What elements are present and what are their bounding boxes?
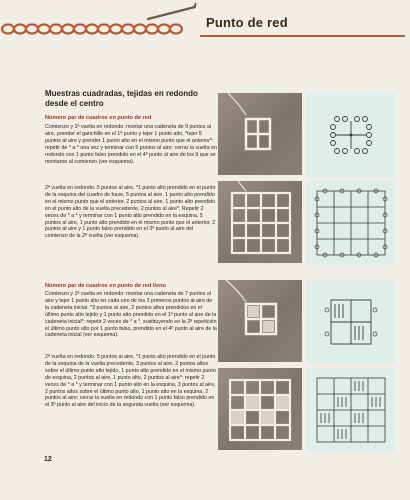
- crochet-sample-photo-4: [218, 368, 302, 450]
- crochet-sample-photo-2: [218, 181, 302, 263]
- stitch-diagram-1: [307, 93, 395, 177]
- photo-sample-large-net: [218, 181, 302, 263]
- section-title-1: Número par de cuadros en punto de red: [45, 115, 152, 121]
- photo-sample-large-filled: [218, 368, 302, 450]
- header-rule: [200, 35, 405, 37]
- page-number: 12: [44, 456, 52, 463]
- stitch-diagram-3: [307, 280, 395, 364]
- main-title: Muestras cuadradas, tejidas en redondo desde el centro: [45, 89, 198, 108]
- diagram-large-filled: [307, 368, 395, 452]
- page-header: [0, 0, 410, 48]
- photo-sample-small-filled: [218, 280, 302, 362]
- crochet-sample-photo-3: [218, 280, 302, 362]
- crochet-chain-illustration: [0, 22, 190, 36]
- section-1-paragraph-2: 2ª vuelta en redondo: 5 puntos al aire, *1 punto alto prendido en el punto de la esquina del cuadro de base, 5 puntos al aire, 1 punto alto prendido en el mismo punto que el anterior, 2 puntos al aire, 1 punto alto prendido en el punto alto de la vuelta precedente, 2 puntos al aire*. Repetir 2 veces de * a * y terminar con 1 punto alto prendido en la esquina, 5 puntos al aire, 1 punto alto prendido en el mismo punto que el anterior, 2 puntos al aire y 1 punto falso prendido en el 3º punto al aire del comienzo de la 2ª vuelta (ver esquema).: [45, 185, 216, 240]
- stitch-diagram-4: [307, 368, 395, 452]
- section-1-paragraph-1: Comienzo y 1ª vuelta en redondo: montar una cadeneta de 9 puntos al aire, prender el ganchillo en el 1º punto y tejer 1 punto alto, *tejer 5 puntos al aire y prender 1 punto alto en el mismo punto que el anterior*: repetir de * a * una vez y terminar con 5 puntos al aire; cerrar la vuelta en redondo con 1 punto falso prendido en el 4º punto al aire de los 9 que se montaron al comienzo (ver esquema).: [45, 124, 217, 165]
- section-title-2: Número par de cuadros en punto de red lleno: [45, 283, 166, 289]
- stitch-diagram-2: [307, 181, 395, 265]
- photo-sample-small-net: [218, 93, 302, 175]
- crochet-hook-icon: [140, 2, 200, 22]
- diagram-small-net: [307, 93, 395, 177]
- diagram-small-filled: [307, 280, 395, 364]
- section-2-paragraph-2: 2ª vuelta en redondo: 5 puntos al aire, *1 punto alto prendido en el punto de la esquina de la vuelta precedente, 3 puntos al aire, 2 puntos altos sobre el último punto alto tejido, 1 punto alto prendido en el mismo punto de esquina, 2 puntos al aire, 1 punto alto, 2 puntos al aire*: repetir 2 veces de * a * y terminar con 1 punto alto en la esquina, 3 puntos al aire, 2 puntos altos sobre el último punto alto, 1 punto alto en la esquina, 2 puntos al aire; cerrar la vuelta en redondo con 1 punto falso prendido en el 3º punto al aire del inicio de la segunda vuelta (ver esquema).: [45, 354, 216, 409]
- diagram-large-net: [307, 181, 395, 265]
- crochet-sample-photo-1: [218, 93, 302, 175]
- header-title: Punto de red: [206, 15, 288, 30]
- section-2-paragraph-1: Comienzo y 1ª vuelta en redondo: montar una cadeneta de 7 puntos al aire y tejer 1 punto alto en cada uno de los 3 primeros puntos al aire de la cadeneta inicial. *3 puntos al aire, 2 puntos altos prendidos en el último punto alto tejido y 1 punto alto prendido en el 1º punto al aire de la cadeneta inicial*: repetir 2 veces de * a *, sustituyendo en la 2ª repetición el último punto alto por 1 punto falso, prendido en el 4º punto al aire de la cadeneta inicial (ver esquema).: [45, 291, 217, 339]
